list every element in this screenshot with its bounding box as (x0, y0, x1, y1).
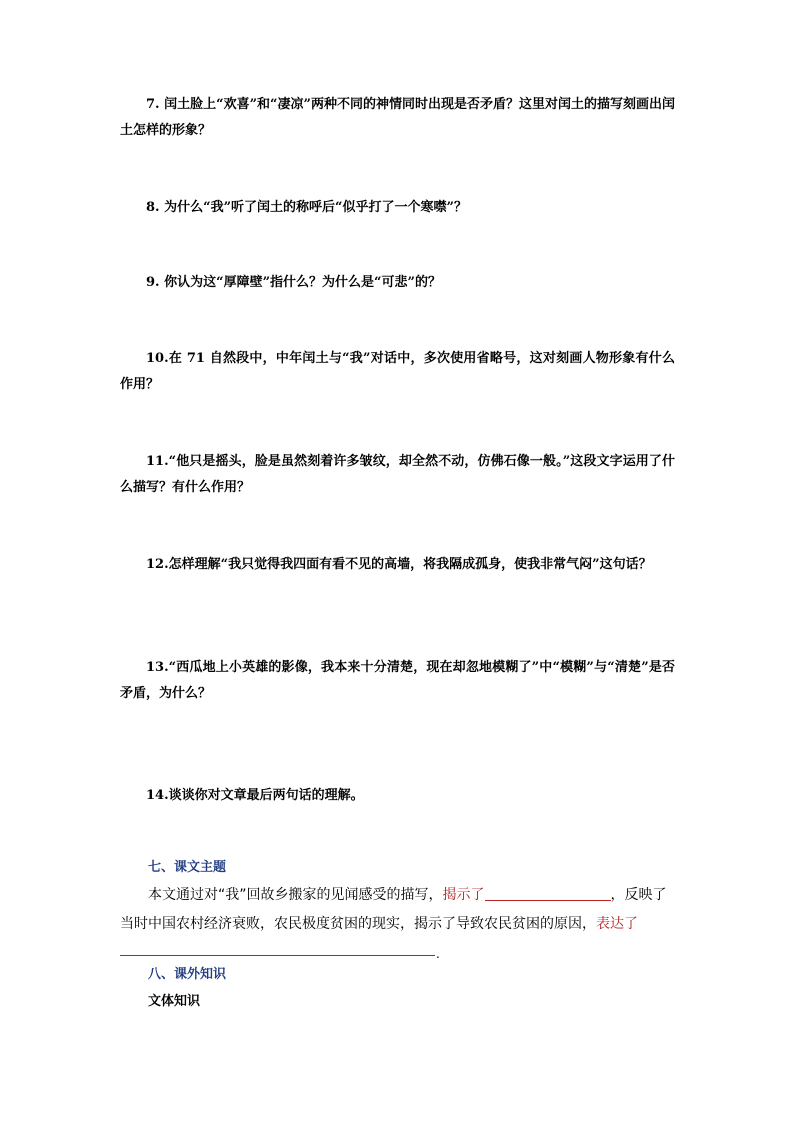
subheading-genre: 文体知识 (148, 994, 201, 1009)
question-13: 13.“西瓜地上小英雄的影像，我本来十分清楚，现在却忽地模糊了”中“模糊”与“清楚”是否矛盾，为什么？ (120, 660, 675, 701)
theme-text-2: ，反映了当时中国农村经济衰败，农民极度贫困的现实，揭示了导致农民贫困的原因， (120, 887, 667, 932)
question-12: 12.怎样理解“我只觉得我四面有看不见的高墙，将我隔成孤身，使我非常气闷”这句话？ (146, 557, 652, 572)
theme-paragraph (120, 881, 680, 939)
fill-blank-1[interactable] (485, 886, 611, 901)
question-10: 10.在 71 自然段中，中年闰土与“我”对话中，多次使用省略号，这对刻画人物形象有什么作用？ (120, 351, 675, 392)
question-9: 9. 你认为这“厚障壁”指什么？为什么是“可悲”的？ (146, 275, 442, 290)
question-11: 11.“他只是摇头，脸是虽然刻着许多皱纹，却全然不动，仿佛石像一般。”这段文字运用了什么描写？有什么作用？ (120, 454, 675, 495)
question-14: 14.谈谈你对文章最后两句话的理解。 (146, 788, 364, 803)
fill-blank-2[interactable] (120, 955, 435, 956)
theme-reveal-label: 揭示了 (442, 887, 485, 903)
section-heading-extra: 八、课外知识 (148, 967, 227, 982)
theme-text-1: 本文通过对“我”回故乡搬家的见闻感受的描写， (148, 887, 443, 903)
section-heading-theme: 七、课文主题 (148, 860, 227, 875)
theme-express-label: 表达了 (596, 916, 638, 932)
theme-end-mark: . (436, 947, 440, 961)
question-8: 8. 为什么“我”听了闰土的称呼后“似乎打了一个寒噤”？ (146, 200, 468, 215)
question-7: 7. 闰土脸上“欢喜”和“凄凉”两种不同的神情同时出现是否矛盾？这里对闰土的描写刻画出闰土怎样的形象？ (120, 97, 676, 138)
